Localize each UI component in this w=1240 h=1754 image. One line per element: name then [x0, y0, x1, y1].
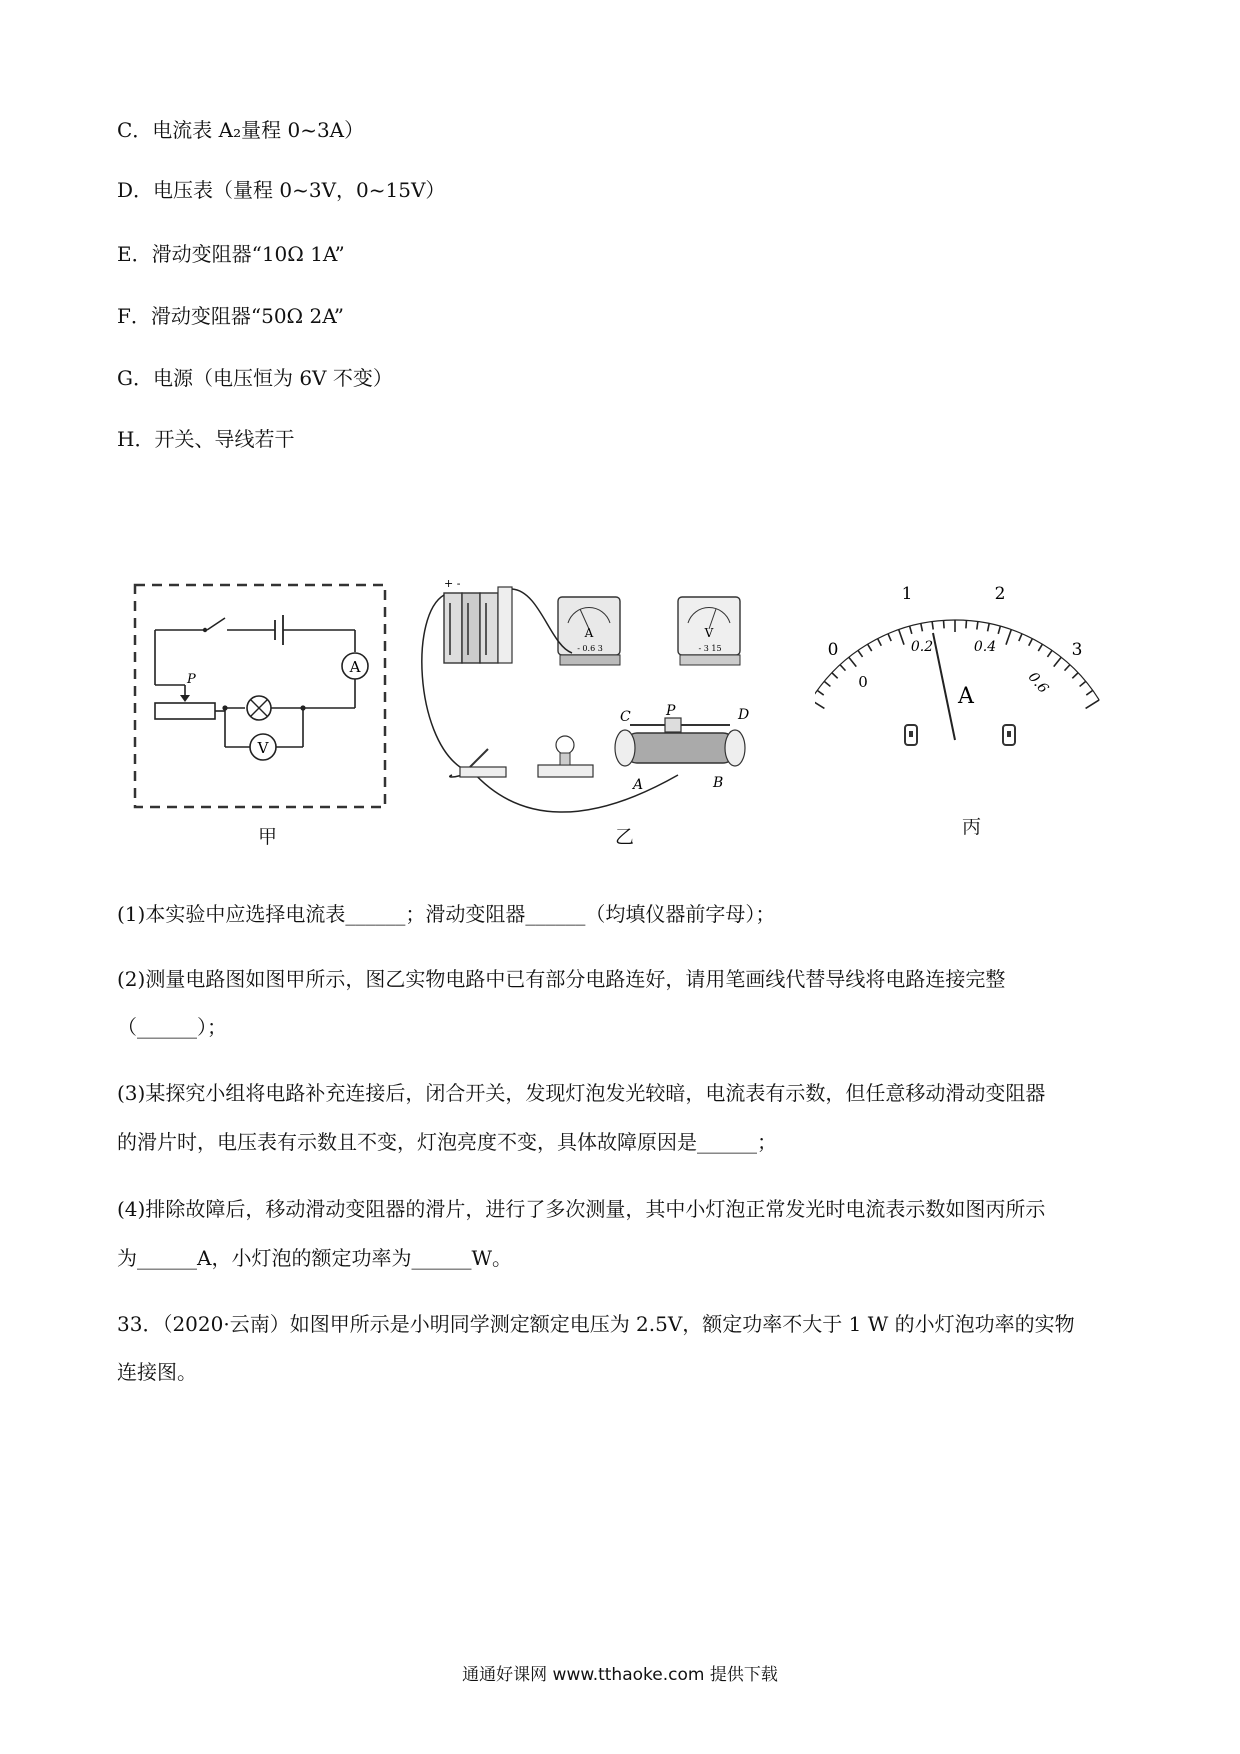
option-g: G．电源（电压恒为 6V 不变） [117, 366, 393, 390]
dial-tick [1047, 650, 1052, 657]
inner-label-0.4: 0.4 [973, 639, 997, 655]
inner-label-0: 0 [858, 673, 868, 691]
dial-tick [858, 650, 863, 657]
svg-text:A: A [958, 684, 974, 709]
dial-tick [998, 626, 1000, 634]
caption-bing: 丙 [962, 816, 982, 838]
battery-pack-icon [444, 587, 512, 663]
inner-label-0.2: 0.2 [910, 639, 934, 655]
switch-icon [203, 628, 207, 632]
question-33-line-2: 连接图。 [117, 1360, 197, 1384]
question-4-line-1: (4)排除故障后，移动滑动变阻器的滑片，进行了多次测量，其中小灯泡正常发光时电流表示数如图丙所示 [117, 1197, 1046, 1221]
question-4-line-2: 为______A，小灯泡的额定功率为______W。 [117, 1246, 512, 1270]
rheostat-device-icon [615, 718, 745, 766]
outer-label-0: 0 [827, 640, 839, 660]
dial-tick [1086, 690, 1092, 695]
svg-text:V: V [257, 739, 269, 757]
dial-tick [910, 626, 912, 634]
rheostat-symbol [155, 703, 215, 719]
outer-label-2: 2 [994, 584, 1006, 604]
dial-tick [840, 665, 845, 671]
svg-text:C: C [620, 709, 631, 725]
inner-label-0.6: 0.6 [1024, 669, 1052, 697]
voltmeter-device-icon [678, 597, 740, 665]
svg-text:A: A [349, 658, 361, 676]
dial-tick [888, 634, 891, 641]
lamp-holder-icon [538, 736, 593, 777]
svg-text:+ -: + - [444, 577, 461, 590]
ammeter-device-icon [558, 597, 620, 665]
dial-tick [899, 630, 904, 645]
dial-tick [817, 690, 823, 695]
dial-needle [933, 633, 955, 740]
caption-yi: 乙 [615, 826, 635, 848]
dial-tick [1038, 644, 1042, 651]
svg-text:- 0.6 3: - 0.6 3 [577, 644, 603, 653]
outer-label-3: 3 [1071, 640, 1083, 660]
outer-label-1: 1 [901, 584, 913, 604]
dial-tick [1080, 681, 1086, 686]
question-33-line-1: 33．（2020·云南）如图甲所示是小明同学测定额定电压为 2.5V，额定功率不大于 1 W 的小灯泡功率的实物 [117, 1312, 1075, 1336]
svg-text:D: D [738, 707, 750, 723]
terminal-icon [905, 725, 1015, 745]
physical-circuit-yi [420, 575, 810, 815]
caption-jia: 甲 [258, 826, 278, 848]
question-3-line-1: (3)某探究小组将电路补充连接后，闭合开关，发现灯泡发光较暗，电流表有示数，但任意移动滑动变阻器 [117, 1081, 1046, 1105]
svg-text:A: A [633, 777, 644, 793]
dial-tick [878, 639, 882, 646]
dial-tick [815, 700, 824, 708]
dial-tick [932, 622, 933, 630]
option-d: D．电压表（量程 0~3V，0~15V） [117, 178, 446, 202]
option-c: C．电流表 A₂量程 0~3A） [117, 118, 365, 142]
page-footer: 通通好课网 www.tthaoke.com 提供下载 [462, 1665, 778, 1685]
svg-text:- 3 15: - 3 15 [698, 644, 722, 653]
option-f: F．滑动变阻器“50Ω 2A” [117, 304, 344, 328]
question-3-line-2: 的滑片时，电压表有示数且不变，灯泡亮度不变，具体故障原因是______； [117, 1130, 777, 1154]
svg-text:A: A [584, 626, 594, 640]
dial-tick [849, 657, 856, 666]
dial-tick [1072, 673, 1078, 679]
dial-tick [921, 623, 923, 631]
dial-tick [832, 673, 838, 679]
dial-tick [824, 681, 830, 686]
dial-tick [977, 622, 978, 630]
switch-icon [460, 749, 506, 777]
dial-tick [1086, 700, 1100, 708]
ammeter-dial-bing [815, 575, 1105, 775]
dial-tick [1065, 665, 1070, 671]
dial-tick [868, 644, 872, 651]
question-1: (1)本实验中应选择电流表______；滑动变阻器______（均填仪器前字母）； [117, 902, 776, 926]
dial-tick [1006, 630, 1011, 645]
option-e: E．滑动变阻器“10Ω 1A” [117, 242, 345, 266]
svg-text:P: P [666, 703, 676, 719]
circuit-diagram-jia [125, 575, 395, 815]
dial-tick [988, 623, 990, 631]
svg-text:P: P [187, 672, 196, 687]
dial-tick [1029, 639, 1033, 646]
question-2-line-1: (2)测量电路图如图甲所示，图乙实物电路中已有部分电路连好，请用笔画线代替导线将电路连接完整 [117, 967, 1006, 991]
svg-text:V: V [704, 626, 714, 640]
dial-tick [1019, 634, 1022, 641]
dial-tick [966, 620, 967, 628]
question-2-line-2: （______）； [117, 1015, 227, 1039]
dial-tick [1054, 657, 1061, 666]
dial-tick [944, 620, 945, 628]
svg-text:B: B [713, 775, 724, 791]
option-h: H．开关、导线若干 [117, 427, 295, 451]
